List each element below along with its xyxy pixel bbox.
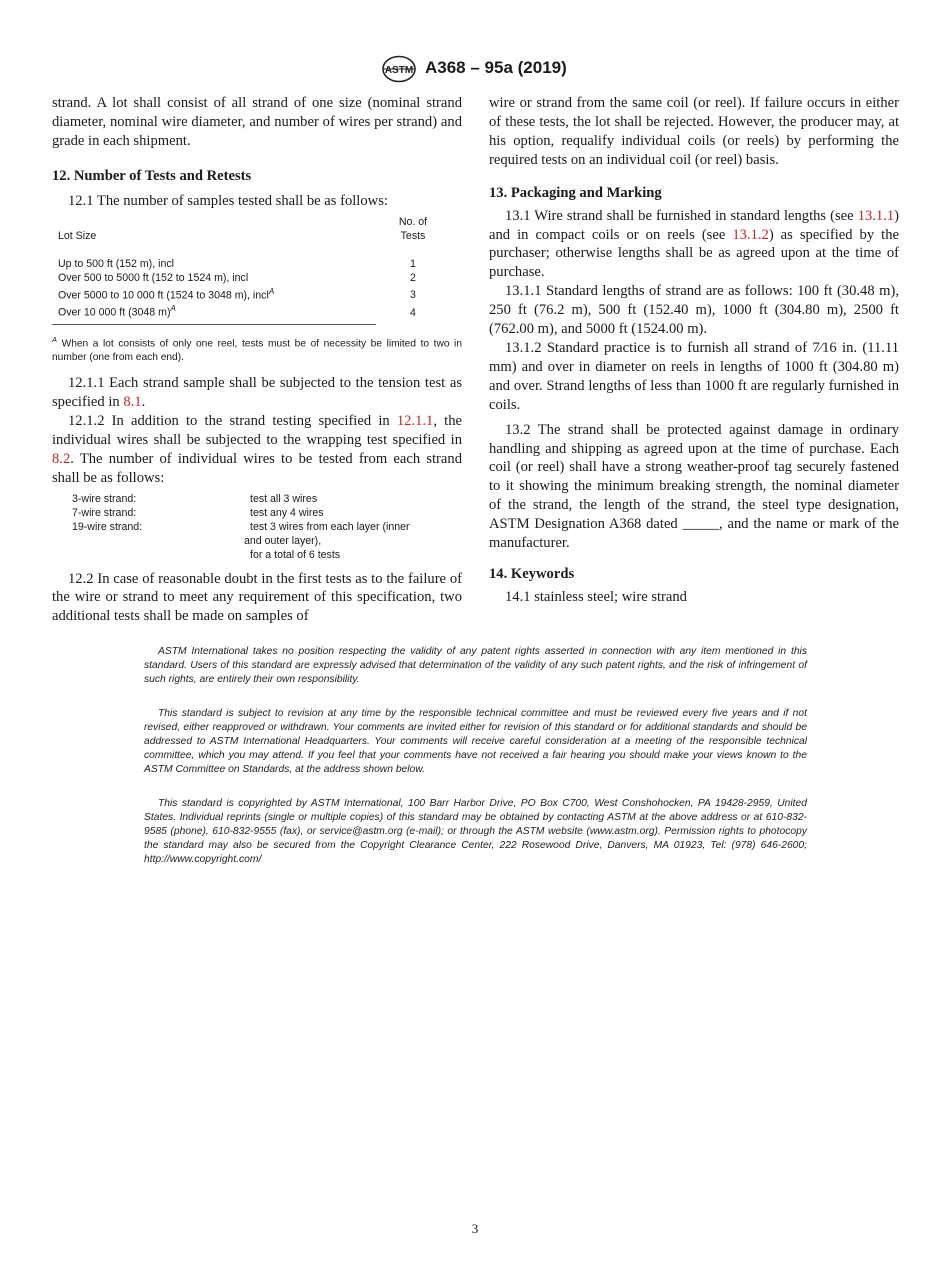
text-span: ) as specified by the purchaser; otherwise lengths shall be as agreed upon at the time of purchase. <box>489 226 899 281</box>
col-header-tests <box>388 215 438 243</box>
right-column <box>489 94 899 607</box>
table-rule <box>52 324 376 325</box>
wire-test-table <box>72 492 410 562</box>
table-row <box>58 285 438 303</box>
text-span: , the individual wires shall be subjected to the wrapping test specified in <box>52 412 462 448</box>
footnote-text: When a lot consists of only one reel, tests must be of necessity be limited to two in number (one from each end). <box>52 338 462 363</box>
link-8-2[interactable]: 8.2 <box>52 450 71 467</box>
wire-row <box>72 520 410 534</box>
wire-test: test all 3 wires <box>250 492 318 505</box>
table-footnote <box>52 333 462 364</box>
link-8-1[interactable]: 8.1 <box>123 393 142 410</box>
link-12-1-1[interactable]: 12.1.1 <box>396 412 434 429</box>
wire-type: 19-wire strand: <box>72 520 143 533</box>
paragraph-13-2: 13.2 The strand shall be protected against damage in ordinary handling and shipping as agreed upon at the time of purchase. Each coil (or reel) shall have a strong weather-proof tag securely fastened to it showing the minimum breaking strength, the nominal diameter of the strand, the length of the strand, the steel type designation, ASTM Designation A368 dated _____, and the name or mark of the manufacturer. <box>489 421 899 552</box>
table-header-row <box>58 215 438 243</box>
wire-type: 3-wire strand: <box>72 492 137 505</box>
table-cell-tests: 4 <box>410 306 416 319</box>
link-13-1-1[interactable]: 13.1.1 <box>857 207 895 224</box>
svg-text:ASTM: ASTM <box>384 65 414 76</box>
lot-text: Over 10 000 ft (3048 m) <box>58 306 171 319</box>
left-column <box>52 94 462 626</box>
text-span: 12.1.1 Each strand sample shall be subjected to the tension test as specified in <box>52 375 462 410</box>
page-number: 3 <box>471 1221 479 1236</box>
lot-text: Over 5000 to 10 000 ft (1524 to 3048 m), incl <box>58 289 269 302</box>
table-row <box>58 302 438 320</box>
copyright-notice: This standard is copyrighted by ASTM International, 100 Barr Harbor Drive, PO Box C700, West Conshohocken, PA 19428-2959, United States. Individual reprints (single or multiple copies) of this standard may be obtained by contacting ASTM at the above address or at 610-832-9585 (phone), 610-832-9555 (fax), or service@astm.org (e-mail); or through the ASTM website (www.astm.org). Permission rights to photocopy the standard may also be secured from the Copyright Clearance Center, 222 Rosewood Drive, Danvers, MA 01923, Tel: (978) 646-2600; http://www.copyright.com/ <box>144 798 807 865</box>
table-cell-lot: Over 500 to 5000 ft (152 to 1524 m), incl <box>58 271 249 284</box>
wire-test-cont: and outer layer), <box>244 534 322 547</box>
paragraph-13-1 <box>489 207 899 283</box>
table-row <box>58 271 438 285</box>
wire-row-cont <box>72 534 410 548</box>
table-cell-lot <box>58 285 388 303</box>
patent-notice: ASTM International takes no position respecting the validity of any patent rights asserted in connection with any item mentioned in this standard. Users of this standard are expressly advised that determination of the validity of any such patent rights, and the risk of infringement of such rights, are entirely their own responsibility. <box>144 646 807 685</box>
table-row <box>58 257 438 271</box>
paragraph-intro: strand. A lot shall consist of all strand of one size (nominal strand diameter, nominal wire diameter, and number of wires per strand) and grade in each shipment. <box>52 95 462 149</box>
footnote-marker: A <box>52 334 58 344</box>
wire-test: test 3 wires from each layer (inner <box>250 520 410 533</box>
page-header <box>0 55 950 85</box>
wire-test: test any 4 wires <box>250 506 324 519</box>
text-span: . The number of individual wires to be tested from each strand shall be as follows: <box>52 450 462 486</box>
footnote-ref: A <box>170 304 176 314</box>
wire-row <box>72 492 410 506</box>
astm-logo-icon <box>381 55 417 83</box>
paragraph-continued: wire or strand from the same coil (or reel). If failure occurs in either of these tests, the lot shall be rejected. However, the producer may, at his option, requalify individual coils (or reels) by performing the required tests on an individual coil (or reel) basis. <box>489 95 899 168</box>
text-span: 13.1 Wire strand shall be furnished in standard lengths (see <box>505 207 858 224</box>
paragraph-14-1: 14.1 stainless steel; wire strand <box>505 588 687 605</box>
paragraph-13-1-2: 13.1.2 Standard practice is to furnish all strand of 7⁄16 in. (11.11 mm) and over in diameter on reels in lengths of 1000 ft (304.80 m) and over. Strand lengths of less than 1000 ft are regularly furnished in coils. <box>489 339 899 413</box>
col-header-lot-size: Lot Size <box>58 229 97 242</box>
section-12-heading: 12. Number of Tests and Retests <box>52 167 252 184</box>
text-span: ) and in compact coils or on reels (see <box>489 207 899 243</box>
table-cell-tests: 1 <box>410 257 416 270</box>
document-designation: A368 – 95a (2019) <box>425 58 567 77</box>
revision-notice: This standard is subject to revision at any time by the responsible technical committee and must be reviewed every five years and if not revised, either reapproved or withdrawn. Your comments are invited either for revision of this standard or for additional standards and should be addressed to ASTM International Headquarters. Your comments will receive careful consideration at a meeting of the responsible technical committee, which you may attend. If you feel that your comments have not received a fair hearing you should make your views known to the ASTM Committee on Standards, at the address shown below. <box>144 708 807 775</box>
paragraph-13-1-1: 13.1.1 Standard lengths of strand are as follows: 100 ft (30.48 m), 250 ft (76.2 m), 500 ft (152.40 m), 1000 ft (304.80 m), 2500 ft (762.00 m), and 5000 ft (1524.00 m). <box>489 283 899 338</box>
paragraph-12-2: 12.2 In case of reasonable doubt in the first tests as to the failure of the wire or strand to meet any requirement of this specification, two additional tests shall be made on samples of <box>52 570 462 625</box>
footnote-ref: A <box>268 286 275 296</box>
wire-row-cont <box>72 548 410 562</box>
link-13-1-2[interactable]: 13.1.2 <box>732 226 769 243</box>
col-header-tests-line1: No. of <box>398 215 428 228</box>
paragraph-12-1-1 <box>52 374 462 412</box>
paragraph-12-1-2 <box>52 412 462 488</box>
legal-notices <box>144 645 807 887</box>
col-header-tests-line2: Tests <box>400 229 426 242</box>
table-cell-tests: 3 <box>410 289 416 302</box>
wire-test-cont: for a total of 6 tests <box>250 548 341 561</box>
table-cell-tests: 2 <box>410 271 416 284</box>
lot-size-table <box>58 215 438 320</box>
text-span: . <box>141 393 146 410</box>
wire-row <box>72 506 410 520</box>
table-cell-lot: Up to 500 ft (152 m), incl <box>58 257 174 270</box>
wire-type: 7-wire strand: <box>72 506 137 519</box>
section-13-heading: 13. Packaging and Marking <box>489 184 662 201</box>
section-14-heading: 14. Keywords <box>489 565 575 582</box>
text-span: 12.1.2 In addition to the strand testing specified in <box>68 412 397 429</box>
paragraph-12-1: 12.1 The number of samples tested shall be as follows: <box>68 192 388 209</box>
table-cell-lot <box>58 302 388 320</box>
